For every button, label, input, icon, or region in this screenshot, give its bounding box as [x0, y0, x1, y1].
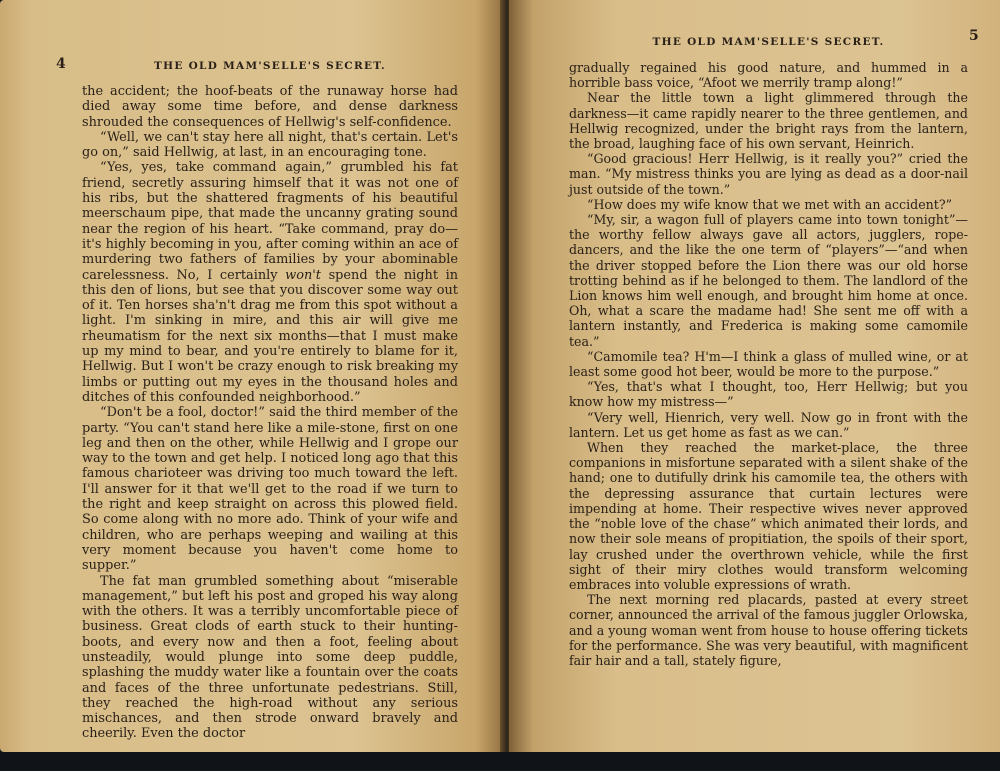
right-page-number: 5 — [968, 28, 980, 44]
emphasis-text: won't — [285, 267, 321, 283]
paragraph — [82, 160, 458, 405]
left-running-title: THE OLD MAM'SELLE'S SECRET. — [154, 60, 386, 72]
paragraph: the accident; the hoof-beats of the runaway horse had died away some time before, and dense darkness shrouded the consequences of Hellwig's self-confidence. — [82, 84, 458, 130]
paragraph: gradually regained his good nature, and hummed in a horrible bass voice, “Afoot we merrily tramp along!” — [569, 60, 968, 91]
paragraph: “Well, we can't stay here all night, that's certain. Let's go on,” said Hellwig, at last, in an encouraging tone. — [82, 129, 458, 161]
paragraph-text: “Yes, yes, take command again,” grumbled his fat friend, secretly assuring himself that it was not one of his ribs, but the shattered fragments of his beautiful meerschaum pipe, that made the uncanny grating sound near the region of his heart. “Take command, pray do—it's highly becoming in you, after coming within an ace of murdering two fathers of families by your abominable carelessness. No, I certainly — [82, 160, 458, 283]
left-page-text — [82, 84, 458, 742]
paragraph: Near the little town a light glimmered through the darkness—it came rapidly nearer to the three gentlemen, and Hellwig recognized, under the bright rays from the lantern, the broad, laughing face of his own servant, Heinrich. — [569, 90, 968, 152]
paragraph: The fat man grumbled something about “miserable management,” but left his post and groped his way along with the others. It was a terribly uncomfortable piece of business. Great clods of earth stuck to their hunting-boots, and every now and then a foot, feeling about unsteadily, would plunge into some deep puddle, splashing the muddy water like a fountain over the coats and faces of the three unfortunate pedestrians. Still, they reached the high-road without any serious mischances, and then strode onward bravely and cheerily. Even the doctor — [82, 573, 458, 742]
left-page-number: 4 — [56, 56, 68, 72]
paragraph: “How does my wife know that we met with an accident?” — [587, 196, 953, 212]
paragraph-text: spend the night in this den of lions, but see that you discover some way out of it. Ten horses sha'n't drag me from this spot without a light. I'm sinking in mire, and this air will give me rheumatism for the next six months—that I must make up my mind to bear, and you're entirely to blame for it, Hellwig. But I won't be crazy enough to risk breaking my limbs or putting out my eyes in the thousand holes and ditches of this confounded neighborhood.” — [82, 267, 458, 405]
right-running-head — [569, 28, 980, 54]
right-page — [509, 0, 1000, 752]
paragraph: “Good gracious! Herr Hellwig, is it really you?” cried the man. “My mistress thinks you are lying as dead as a door-nail just outside of the town.” — [569, 151, 968, 197]
paragraph: “Don't be a fool, doctor!” said the third member of the party. “You can't stand here like a mile-stone, first on one leg and then on the other, while Hellwig and I grope our way to the town and get help. I noticed long ago that this famous charioteer was driving too much toward the left. I'll answer for it that we'll get to the road if we turn to the right and keep straight on across this plowed field. So come along with no more ado. Think of your wife and children, who are perhaps weeping and wailing at this very moment because you haven't come home to supper.” — [82, 405, 458, 574]
paragraph: “Camomile tea? H'm—I think a glass of mulled wine, or at least some good hot beer, would be more to the purpose.” — [569, 348, 968, 380]
paragraph: “Very well, Hienrich, very well. Now go in front with the lantern. Let us get home as fast as we can.” — [569, 409, 968, 440]
right-page-text — [569, 60, 968, 668]
paragraph: “My, sir, a wagon full of players came into town tonight”—the worthy fellow always gave all actors, jugglers, rope-dancers, and the like the one term of “players”—“and when the driver stopped before the Lion there was our old horse trotting behind as if he belonged to them. The landlord of the Lion knows him well enough, and brought him home at once. Oh, what a scare the madame had! She sent me off with a lantern instantly, and Frederica is making some camomile tea.” — [569, 212, 968, 349]
paragraph: The next morning red placards, pasted at every street corner, announced the arrival of the famous juggler Orlowska, and a young woman went from house to house offering tickets for the performance. She was very beautiful, with magnificent fair hair and a tall, stately figure, — [569, 592, 968, 668]
left-running-head — [56, 56, 458, 78]
left-page — [0, 0, 506, 752]
paragraph: When they reached the market-place, the three companions in misfortune separated with a silent shake of the hand; one to dutifully drink his camomile tea, the others with the depressing assurance that curtain lectures were impending at home. Their respective wives never approved the “noble love of the chase” which animated their lords, and now their sole means of propitiation, the spoils of their sport, lay crushed under the overthrown vehicle, while the first sight of their miry clothes would transform welcoming embraces into voluble expressions of wrath. — [569, 440, 968, 592]
paragraph: “Yes, that's what I thought, too, Herr Hellwig; but you know how my mistress—” — [569, 379, 968, 410]
background-surface — [0, 752, 1000, 771]
right-running-title: THE OLD MAM'SELLE'S SECRET. — [652, 36, 885, 48]
